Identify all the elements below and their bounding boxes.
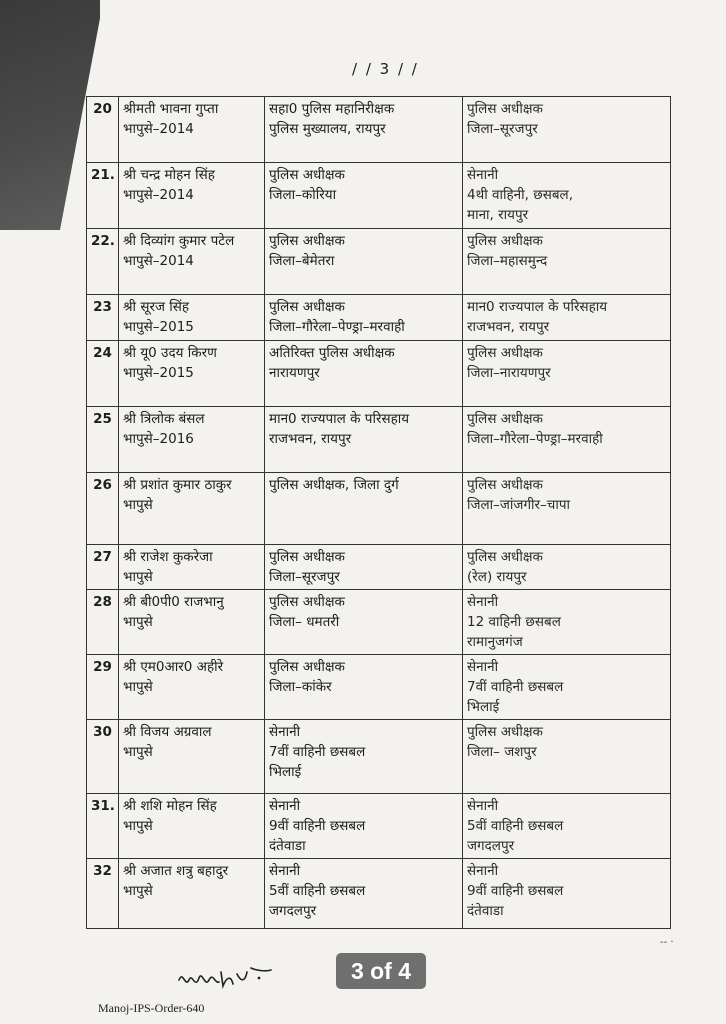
- table-row: [87, 545, 671, 590]
- table-row: [87, 295, 671, 341]
- officer-service: भापुसे: [123, 818, 153, 834]
- current-posting-line: जिला–कोरिया: [269, 187, 337, 203]
- current-posting-line: पुलिस अधीक्षक: [269, 549, 345, 565]
- serial-number: 31.: [87, 794, 119, 859]
- officer-name: श्रीमती भावना गुप्ता: [123, 101, 219, 117]
- officer-service: भापुसे–2016: [123, 431, 194, 447]
- officer-service: भापुसे: [123, 679, 153, 695]
- current-posting-line: जगदलपुर: [269, 903, 317, 919]
- scan-shadow-corner: [0, 0, 100, 230]
- new-posting-line: पुलिस अधीक्षक: [467, 101, 543, 117]
- table-row: [87, 341, 671, 407]
- table-row: [87, 859, 671, 929]
- new-posting-line: जिला– जशपुर: [467, 744, 537, 760]
- new-posting-cell: [463, 295, 671, 341]
- new-posting-cell: [463, 720, 671, 794]
- officer-service: भापुसे–2014: [123, 187, 194, 203]
- new-posting-line: 9वीं वाहिनी छसबल: [467, 883, 564, 899]
- officer-service: भापुसे–2015: [123, 319, 194, 335]
- officer-cell: [119, 473, 265, 545]
- current-posting-line: 5वीं वाहिनी छसबल: [269, 883, 366, 899]
- new-posting-line: पुलिस अधीक्षक: [467, 345, 543, 361]
- current-posting-cell: [265, 545, 463, 590]
- serial-number: 29: [87, 655, 119, 720]
- new-posting-line: 4थी वाहिनी, छसबल,: [467, 187, 573, 203]
- current-posting-cell: [265, 720, 463, 794]
- new-posting-line: राजभवन, रायपुर: [467, 319, 550, 335]
- serial-number: 27: [87, 545, 119, 590]
- new-posting-line: जिला–महासमुन्द: [467, 253, 548, 269]
- current-posting-line: जिला–गौरेला–पेण्ड्रा–मरवाही: [269, 319, 405, 335]
- document-code: Manoj-IPS-Order-640: [98, 1001, 205, 1015]
- officer-cell: [119, 545, 265, 590]
- serial-number: 20: [87, 97, 119, 163]
- serial-number: 26: [87, 473, 119, 545]
- table-row: [87, 407, 671, 473]
- new-posting-cell: [463, 545, 671, 590]
- new-posting-line: पुलिस अधीक्षक: [467, 411, 543, 427]
- current-posting-cell: [265, 97, 463, 163]
- new-posting-line: 7वीं वाहिनी छसबल: [467, 679, 564, 695]
- serial-number: 21.: [87, 163, 119, 229]
- officer-cell: [119, 655, 265, 720]
- officer-cell: [119, 590, 265, 655]
- new-posting-line: (रेल) रायपुर: [467, 569, 527, 585]
- new-posting-cell: [463, 590, 671, 655]
- officer-name: श्री अजात शत्रु बहादुर: [123, 863, 229, 879]
- officer-cell: [119, 163, 265, 229]
- new-posting-line: पुलिस अधीक्षक: [467, 549, 543, 565]
- serial-number: 25: [87, 407, 119, 473]
- current-posting-line: जिला– धमतरी: [269, 614, 340, 630]
- officer-cell: [119, 97, 265, 163]
- current-posting-line: सेनानी: [269, 863, 301, 879]
- table-row: [87, 720, 671, 794]
- new-posting-line: सेनानी: [467, 863, 499, 879]
- current-posting-cell: [265, 295, 463, 341]
- new-posting-cell: [463, 473, 671, 545]
- current-posting-line: पुलिस अधीक्षक: [269, 594, 345, 610]
- new-posting-line: सेनानी: [467, 659, 499, 675]
- current-posting-line: पुलिस अधीक्षक: [269, 299, 345, 315]
- new-posting-line: सेनानी: [467, 594, 499, 610]
- current-posting-cell: [265, 590, 463, 655]
- table-row: [87, 473, 671, 545]
- current-posting-cell: [265, 341, 463, 407]
- officer-name: श्री त्रिलोक बंसल: [123, 411, 205, 427]
- officer-name: श्री बी0पी0 राजभानु: [123, 594, 224, 610]
- officer-service: भापुसे–2015: [123, 365, 194, 381]
- current-posting-line: अतिरिक्त पुलिस अधीक्षक: [269, 345, 395, 361]
- serial-number: 22.: [87, 229, 119, 295]
- officer-name: श्री राजेश कुकरेजा: [123, 549, 213, 565]
- current-posting-line: जिला–बेमेतरा: [269, 253, 335, 269]
- new-posting-line: जिला–सूरजपुर: [467, 121, 538, 137]
- new-posting-line: जिला–जांजगीर–चापा: [467, 497, 571, 513]
- transfer-order-table: [86, 96, 671, 929]
- current-posting-cell: [265, 473, 463, 545]
- new-posting-line: सेनानी: [467, 798, 499, 814]
- current-posting-line: नारायणपुर: [269, 365, 320, 381]
- officer-service: भापुसे: [123, 883, 153, 899]
- officer-name: श्री प्रशांत कुमार ठाकुर: [123, 477, 232, 493]
- current-posting-line: राजभवन, रायपुर: [269, 431, 352, 447]
- officer-service: भापुसे: [123, 497, 153, 513]
- new-posting-line: रामानुजगंज: [467, 634, 523, 650]
- page-count-badge: 3 of 4: [336, 953, 426, 989]
- margin-mark: -- ·: [660, 937, 674, 948]
- officer-cell: [119, 794, 265, 859]
- new-posting-line: पुलिस अधीक्षक: [467, 477, 543, 493]
- table-row: [87, 97, 671, 163]
- current-posting-line: जिला–कांकेर: [269, 679, 332, 695]
- current-posting-cell: [265, 859, 463, 929]
- current-posting-line: भिलाई: [269, 764, 302, 780]
- new-posting-line: सेनानी: [467, 167, 499, 183]
- table-row: [87, 163, 671, 229]
- new-posting-cell: [463, 163, 671, 229]
- table-row: [87, 794, 671, 859]
- table-row: [87, 590, 671, 655]
- new-posting-line: दंतेवाडा: [467, 903, 504, 919]
- officer-cell: [119, 295, 265, 341]
- new-posting-cell: [463, 794, 671, 859]
- new-posting-cell: [463, 655, 671, 720]
- new-posting-line: पुलिस अधीक्षक: [467, 233, 543, 249]
- new-posting-cell: [463, 407, 671, 473]
- current-posting-cell: [265, 655, 463, 720]
- new-posting-line: जगदलपुर: [467, 838, 515, 854]
- new-posting-cell: [463, 859, 671, 929]
- new-posting-line: भिलाई: [467, 699, 500, 715]
- current-posting-line: सेनानी: [269, 724, 301, 740]
- officer-cell: [119, 720, 265, 794]
- officer-name: श्री चन्द्र मोहन सिंह: [123, 167, 215, 183]
- current-posting-line: दंतेवाडा: [269, 838, 306, 854]
- new-posting-line: जिला–नारायणपुर: [467, 365, 551, 381]
- new-posting-cell: [463, 229, 671, 295]
- current-posting-line: पुलिस मुख्यालय, रायपुर: [269, 121, 386, 137]
- officer-name: श्री यू0 उदय किरण: [123, 345, 217, 361]
- current-posting-line: जिला–सूरजपुर: [269, 569, 340, 585]
- current-posting-line: मान0 राज्यपाल के परिसहाय: [269, 411, 410, 427]
- table-body: [87, 97, 671, 929]
- officer-name: श्री शशि मोहन सिंह: [123, 798, 217, 814]
- serial-number: 32: [87, 859, 119, 929]
- officer-service: भापुसे–2014: [123, 253, 194, 269]
- officer-name: श्री दिव्यांग कुमार पटेल: [123, 233, 235, 249]
- new-posting-line: 5वीं वाहिनी छसबल: [467, 818, 564, 834]
- current-posting-cell: [265, 229, 463, 295]
- officer-service: भापुसे: [123, 569, 153, 585]
- new-posting-cell: [463, 97, 671, 163]
- officer-cell: [119, 341, 265, 407]
- signature: [175, 958, 275, 998]
- officer-cell: [119, 407, 265, 473]
- current-posting-line: सेनानी: [269, 798, 301, 814]
- table-row: [87, 229, 671, 295]
- officer-cell: [119, 859, 265, 929]
- current-posting-line: पुलिस अधीक्षक: [269, 233, 345, 249]
- officer-name: श्री एम0आर0 अहीरे: [123, 659, 224, 675]
- current-posting-line: 7वीं वाहिनी छसबल: [269, 744, 366, 760]
- serial-number: 30: [87, 720, 119, 794]
- current-posting-line: पुलिस अधीक्षक, जिला दुर्ग: [269, 477, 399, 493]
- officer-service: भापुसे–2014: [123, 121, 194, 137]
- serial-number: 24: [87, 341, 119, 407]
- officer-service: भापुसे: [123, 744, 153, 760]
- current-posting-cell: [265, 794, 463, 859]
- current-posting-line: पुलिस अधीक्षक: [269, 167, 345, 183]
- new-posting-line: माना, रायपुर: [467, 207, 529, 223]
- current-posting-line: 9वीं वाहिनी छसबल: [269, 818, 366, 834]
- new-posting-line: 12 वाहिनी छसबल: [467, 614, 561, 630]
- officer-name: श्री सूरज सिंह: [123, 299, 190, 315]
- serial-number: 23: [87, 295, 119, 341]
- current-posting-line: सहा0 पुलिस महानिरीक्षक: [269, 101, 395, 117]
- current-posting-cell: [265, 407, 463, 473]
- officer-service: भापुसे: [123, 614, 153, 630]
- officer-cell: [119, 229, 265, 295]
- table-row: [87, 655, 671, 720]
- new-posting-cell: [463, 341, 671, 407]
- officer-name: श्री विजय अग्रवाल: [123, 724, 212, 740]
- serial-number: 28: [87, 590, 119, 655]
- current-posting-line: पुलिस अधीक्षक: [269, 659, 345, 675]
- new-posting-line: पुलिस अधीक्षक: [467, 724, 543, 740]
- new-posting-line: मान0 राज्यपाल के परिसहाय: [467, 299, 608, 315]
- current-posting-cell: [265, 163, 463, 229]
- page-marker: / / 3 / /: [352, 60, 419, 78]
- new-posting-line: जिला–गौरेला–पेण्ड्रा–मरवाही: [467, 431, 603, 447]
